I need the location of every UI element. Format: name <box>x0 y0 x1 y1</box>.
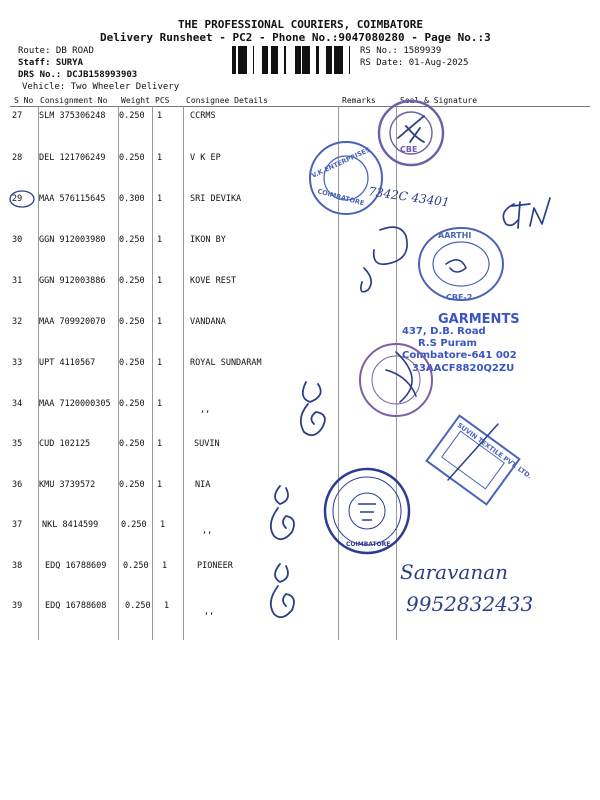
row-pcs: 1 <box>157 235 163 245</box>
col-consignee-header: Consignee Details <box>186 96 268 105</box>
row-weight: 0.250 <box>125 601 151 611</box>
row-consignment: DEL 121706249 <box>39 153 106 163</box>
row-weight: 0.300 <box>119 194 145 204</box>
aarthi-stamp <box>416 224 506 304</box>
row-consignee: CCRMS <box>190 111 216 121</box>
round-stamp <box>356 340 436 420</box>
staff-label: Staff: SURYA <box>18 58 84 68</box>
row-sno: 36 <box>12 480 23 490</box>
aarthi-stamp-cbe: CBE-2 <box>446 293 473 302</box>
handwritten-phone: 9952832433 <box>406 592 534 616</box>
cbe-stamp-text: CBE <box>400 145 418 154</box>
row-consignment: MAA 576115645 <box>39 194 106 204</box>
barcode-bar <box>349 46 350 74</box>
barcode-bar <box>307 46 308 74</box>
column-divider <box>183 106 184 640</box>
aarthi-stamp-name: AARTHI <box>438 231 472 240</box>
barcode-bar <box>241 46 242 74</box>
barcode-bar <box>302 46 304 74</box>
barcode-bar <box>272 46 274 74</box>
row-pcs: 1 <box>164 601 170 611</box>
vk-enterprises-stamp <box>306 138 386 218</box>
row-consignment: MAA 7120000305 <box>39 399 111 409</box>
barcode-bar <box>337 46 338 74</box>
row-weight: 0.250 <box>119 358 145 368</box>
garments-stamp-gst: 33AACF8820Q2ZU <box>412 363 515 374</box>
barcode-bar <box>266 46 268 74</box>
barcode-bar <box>326 46 328 74</box>
barcode-bar <box>284 46 286 74</box>
barcode-bar <box>271 46 272 74</box>
row-weight: 0.250 <box>119 235 145 245</box>
row-sno: 31 <box>12 276 23 286</box>
row-consignee: ,, <box>200 405 211 415</box>
row-weight: 0.250 <box>119 153 145 163</box>
row-consignment: GGN 912003886 <box>39 276 106 286</box>
row-consignment: UPT 4110567 <box>39 358 96 368</box>
barcode-bar <box>340 46 343 74</box>
column-divider <box>152 106 153 640</box>
company-seal-text: COIMBATORE <box>346 541 391 548</box>
row-consignment: GGN 912003980 <box>39 235 106 245</box>
signature <box>262 484 312 554</box>
barcode-bar <box>338 46 340 74</box>
rs-date: RS Date: 01-Aug-2025 <box>360 58 469 68</box>
barcode-bar <box>238 46 241 74</box>
row-consignee: VANDANA <box>190 317 226 327</box>
vk-stamp-city: COIMBATORE <box>316 187 366 208</box>
row-pcs: 1 <box>160 520 166 530</box>
row-sno: 34 <box>12 399 23 409</box>
row-pcs: 1 <box>157 399 163 409</box>
row-sno: 35 <box>12 439 23 449</box>
row-pcs: 1 <box>162 561 168 571</box>
row-consignment: NKL 8414599 <box>42 520 99 530</box>
row-weight: 0.250 <box>119 439 145 449</box>
suvin-stamp <box>428 420 534 500</box>
row-weight: 0.250 <box>119 276 145 286</box>
row-consignee: ,, <box>202 526 213 536</box>
row-consignee: SRI DEVIKA <box>190 194 242 204</box>
rs-number: RS No.: 1589939 <box>360 46 442 56</box>
col-seal-header: Seal & Signature <box>400 96 478 105</box>
barcode-bar <box>308 46 310 74</box>
col-weight-header: Weight <box>121 96 150 105</box>
signature <box>292 378 342 448</box>
barcode-bar <box>274 46 277 74</box>
garments-stamp-title: GARMENTS <box>438 312 520 327</box>
barcode-bar <box>298 46 301 74</box>
col-pcs-header: PCS <box>155 96 170 105</box>
row-consignment: KMU 3739572 <box>39 480 96 490</box>
row-consignment: EDQ 16788609 <box>45 561 107 571</box>
row-consignment: EDQ 16788608 <box>45 601 107 611</box>
drs-number: DRS No.: DCJB158993903 <box>18 70 138 80</box>
barcode-bar <box>262 46 265 74</box>
garments-stamp-city: Coimbatore-641 002 <box>402 350 517 361</box>
row-sno: 33 <box>12 358 23 368</box>
row-consignee: ROYAL SUNDARAM <box>190 358 262 368</box>
row-consignee: PIONEER <box>197 561 233 571</box>
company-title: THE PROFESSIONAL COURIERS, COIMBATORE <box>178 18 424 31</box>
row-consignment: CUD 102125 <box>39 439 91 449</box>
barcode-bar <box>244 46 247 74</box>
col-sno-header: S No <box>14 96 34 105</box>
barcode-bar <box>316 46 319 74</box>
garments-stamp-addr: 437, D.B. Road <box>402 326 486 337</box>
row-sno: 30 <box>12 235 23 245</box>
circle-mark <box>8 189 38 209</box>
signature <box>262 562 312 632</box>
row-pcs: 1 <box>157 276 163 286</box>
barcode-bar <box>328 46 331 74</box>
barcode-bar <box>232 46 235 74</box>
row-pcs: 1 <box>157 153 163 163</box>
row-sno: 27 <box>12 111 23 121</box>
barcode-bar <box>296 46 298 74</box>
barcode-bar <box>242 46 244 74</box>
row-consignee: SUVIN <box>194 439 220 449</box>
row-weight: 0.250 <box>119 317 145 327</box>
barcode-bar <box>334 46 337 74</box>
row-consignee: IKON BY <box>190 235 226 245</box>
barcode-bar <box>295 46 296 74</box>
row-consignee: NIA <box>195 480 211 490</box>
handwritten-note: 7342C 43401 <box>367 184 451 210</box>
row-weight: 0.250 <box>121 520 147 530</box>
row-consignee: ,, <box>204 607 215 617</box>
row-consignment: SLM 375306248 <box>39 111 106 121</box>
vk-stamp-name: V.K.ENTERPRISES <box>310 145 372 180</box>
row-consignee: V K EP <box>190 153 221 163</box>
row-sno: 39 <box>12 601 23 611</box>
header-rule <box>10 106 590 107</box>
row-sno: 28 <box>12 153 23 163</box>
row-consignee: KOVE REST <box>190 276 237 286</box>
col-consignment-header: Consignment No <box>40 96 108 105</box>
company-seal <box>322 466 412 556</box>
barcode-bar <box>304 46 307 74</box>
row-consignment: MAA 709920070 <box>39 317 106 327</box>
barcode <box>232 46 356 74</box>
suvin-stamp-name: SUVIN TEXTILE PVT. LTD. <box>455 421 534 481</box>
route-label: Route: DB ROAD <box>18 46 94 56</box>
row-weight: 0.250 <box>119 111 145 121</box>
row-weight: 0.250 <box>119 480 145 490</box>
row-sno: 37 <box>12 520 23 530</box>
cbe-stamp <box>376 98 446 168</box>
row-sno: 32 <box>12 317 23 327</box>
garments-stamp-area: R.S Puram <box>418 338 477 349</box>
row-sno: 29 <box>12 194 23 204</box>
row-pcs: 1 <box>157 194 163 204</box>
row-pcs: 1 <box>157 111 163 121</box>
column-divider <box>38 106 39 640</box>
row-weight: 0.250 <box>119 399 145 409</box>
runsheet-subtitle: Delivery Runsheet - PC2 - Phone No.:9047080280 - Page No.:3 <box>100 31 491 44</box>
row-weight: 0.250 <box>123 561 149 571</box>
barcode-bar <box>277 46 278 74</box>
row-pcs: 1 <box>157 317 163 327</box>
row-pcs: 1 <box>157 358 163 368</box>
barcode-bar <box>331 46 332 74</box>
column-divider <box>118 106 119 640</box>
col-remarks-header: Remarks <box>342 96 376 105</box>
row-pcs: 1 <box>157 439 163 449</box>
signature <box>354 220 414 300</box>
vehicle-label: Vehicle: Two Wheeler Delivery <box>22 82 180 92</box>
barcode-bar <box>253 46 254 74</box>
handwritten-name: Saravanan <box>400 560 509 584</box>
barcode-bar <box>235 46 236 74</box>
row-pcs: 1 <box>157 480 163 490</box>
barcode-bar <box>265 46 266 74</box>
row-sno: 38 <box>12 561 23 571</box>
